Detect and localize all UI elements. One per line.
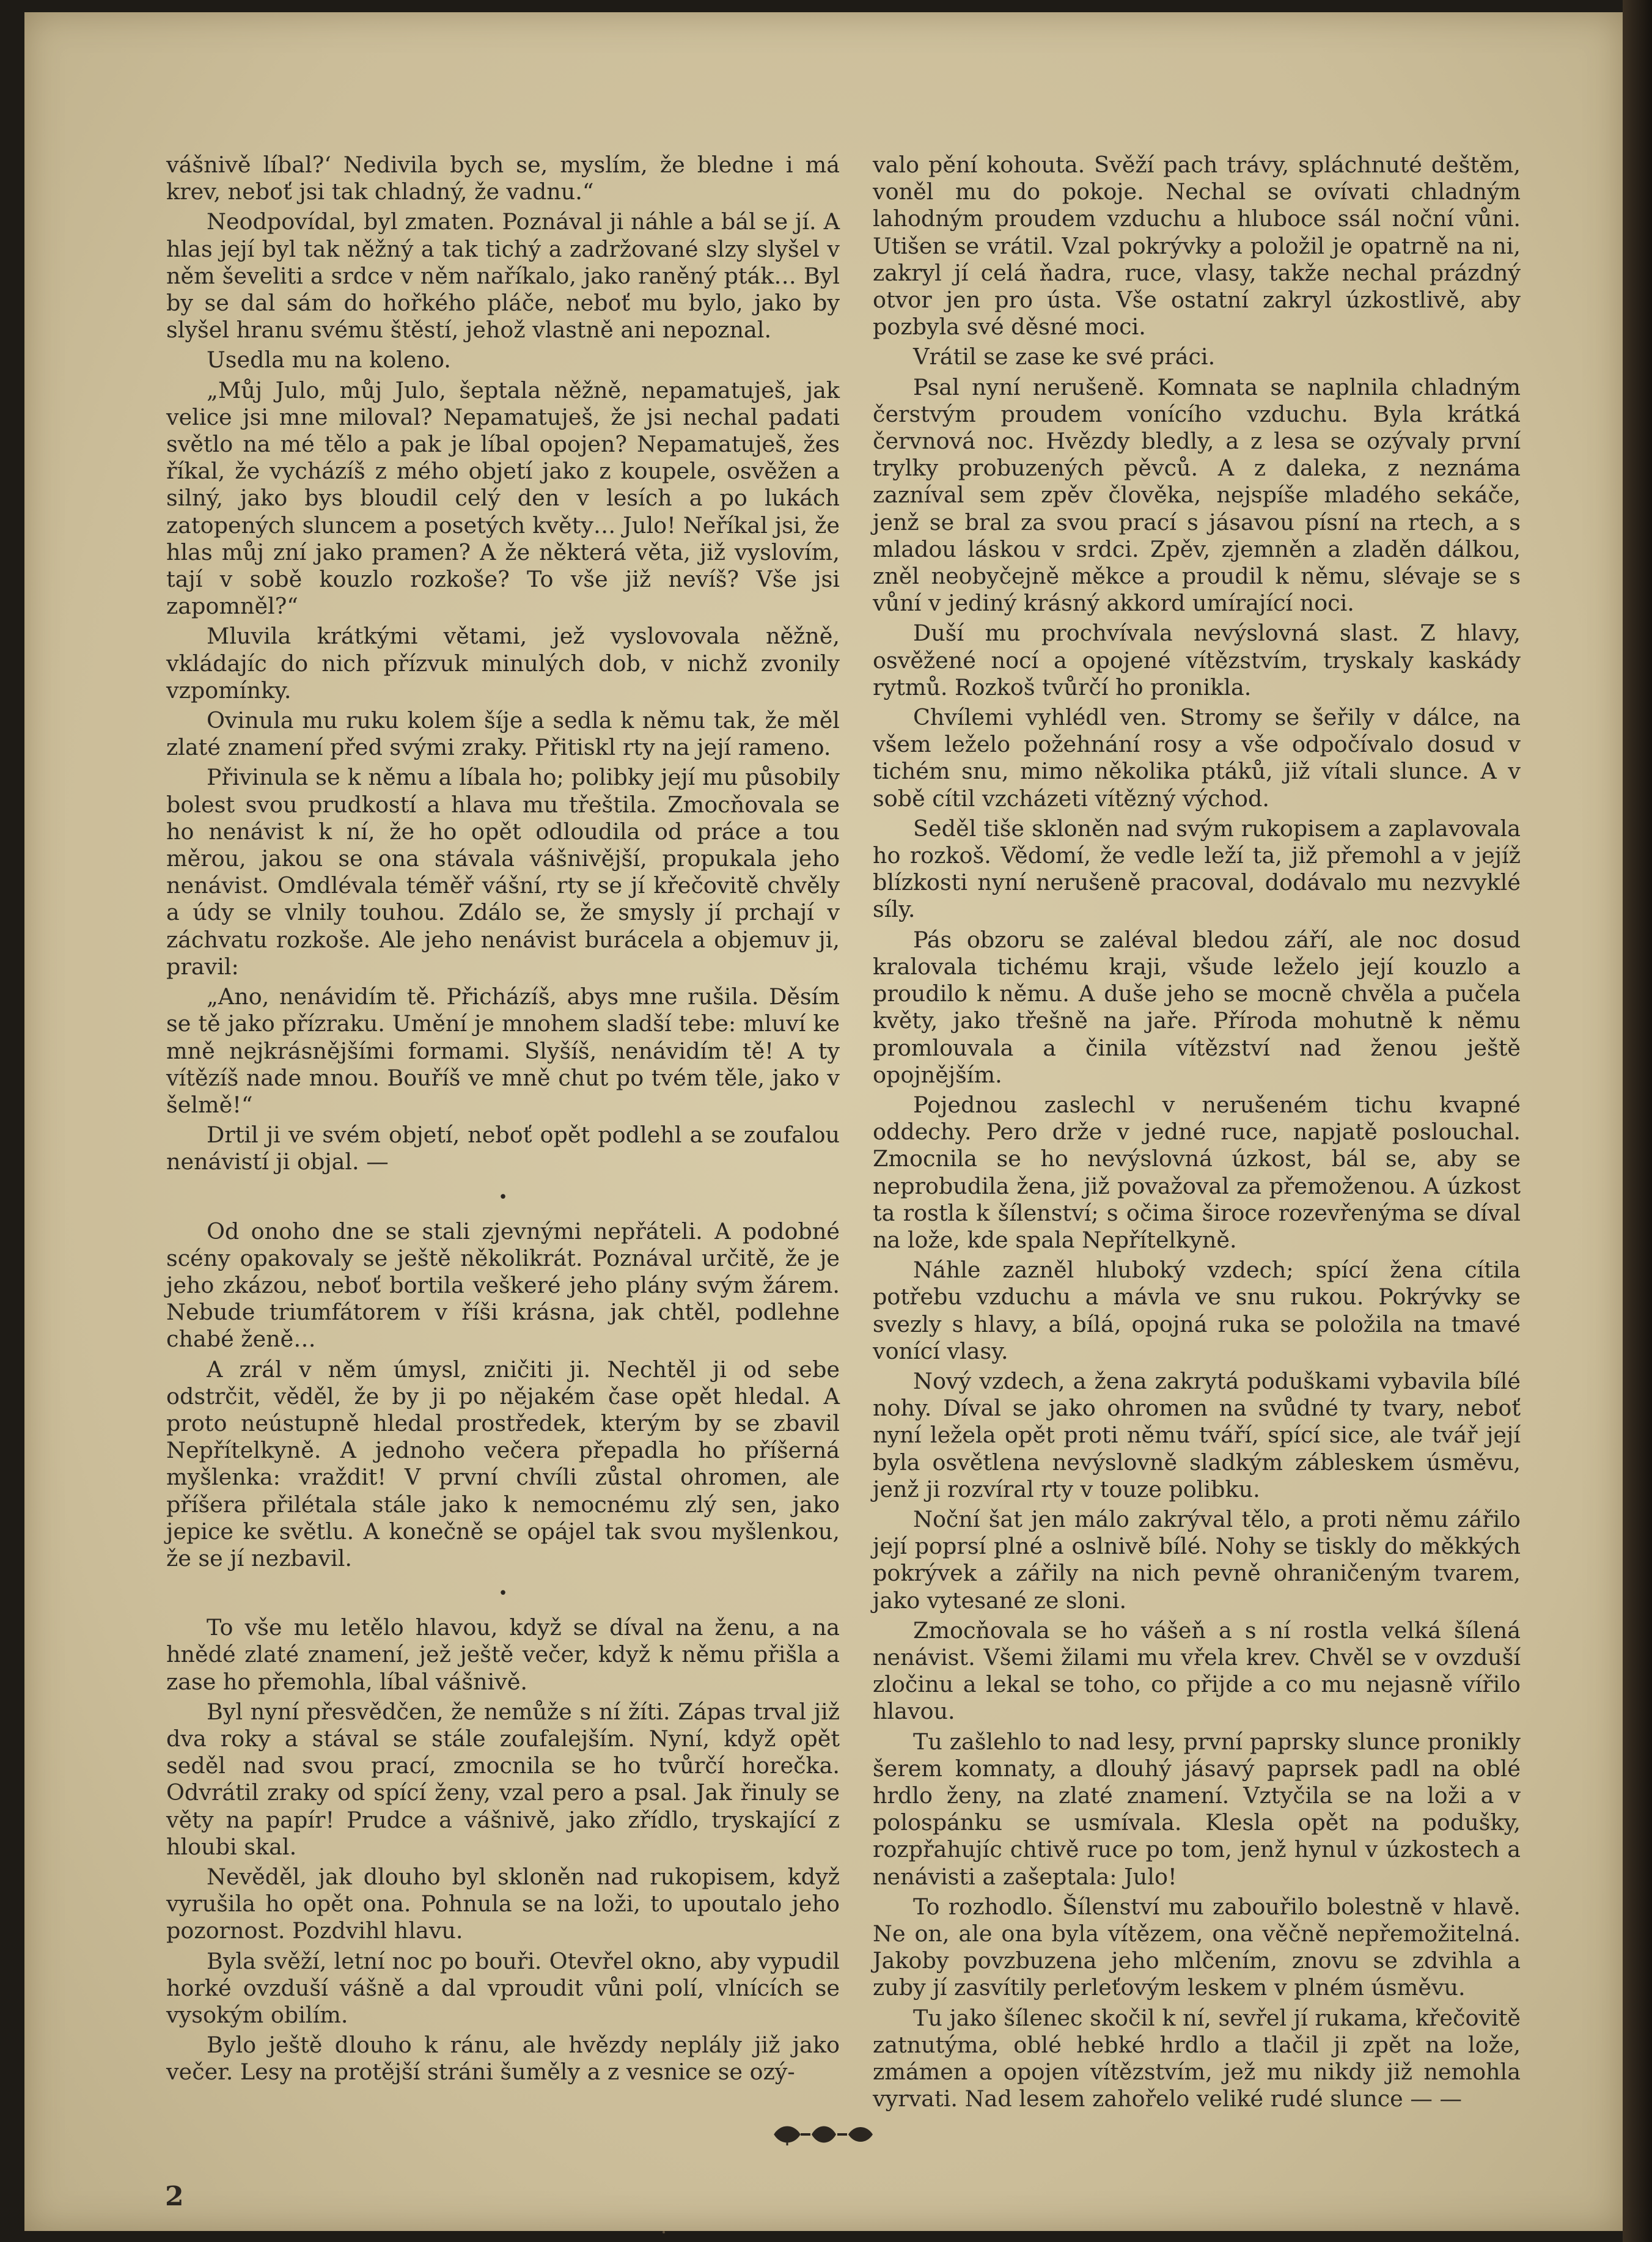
- paragraph: Pás obzoru se zaléval bledou září, ale noc dosud kralovala tichému kraji, všude leželo její kouzlo a proudilo k němu. A duše jeho se mocně chvěla a pučela květy, jako třešně na jaře. Příroda mohutně k němu promlouvala a činila vítězství nad ženou ještě opojnějším.: [873, 926, 1521, 1088]
- paragraph: To vše mu letělo hlavou, když se díval na ženu, a na hnědé zlaté znamení, jež ještě večer, když k němu přišla a zase ho přemohla, líbal vášnivě.: [166, 1614, 840, 1695]
- paragraph: Pojednou zaslechl v nerušeném tichu kvapné oddechy. Pero drže v jedné ruce, napjatě poslouchal. Zmocnila se ho nevýslovná úzkost, bál se, aby se neprobudila žena, již považoval za přemoženou. A úzkost ta rostla k šílenství; s očima široce rozevřenýma se díval na lože, kde spala Nepřítelkyně.: [873, 1091, 1521, 1253]
- paragraph: Psal nyní nerušeně. Komnata se naplnila chladným čerstvým proudem vonícího vzduchu. Byla krátká červnová noc. Hvězdy bledly, a z lesa se ozývaly první trylky probuzených pěvců. A z daleka, z neznáma zazníval sem zpěv člověka, nejspíše mladého sekáče, jenž se bral za svou prací s jásavou písní na rtech, a s mladou láskou v srdci. Zpěv, zjemněn a zladěn dálkou, zněl neobyčejně měkce a proudil k němu, slévaje se s vůní v jediný krásný akkord umírající noci.: [873, 373, 1521, 617]
- paragraph: Zmocňovala se ho vášeň a s ní rostla velká šílená nenávist. Všemi žilami mu vřela krev. Chvěl se v ovzduší zločinu a lekal se toho, co přijde a co mu nejasně vířilo hlavou.: [873, 1617, 1521, 1725]
- paragraph: Drtil ji ve svém objetí, neboť opět podlehl a se zoufalou nenávistí ji objal. —: [166, 1122, 840, 1175]
- paragraph: valo pění kohouta. Svěží pach trávy, spláchnuté deštěm, voněl mu do pokoje. Nechal se ovívati chladným lahodným proudem vzduchu a hluboce ssál noční vůni. Utišen se vrátil. Vzal pokrývky a položil je opatrně na ni, zakryl jí celá ňadra, ruce, vlasy, takže nechal prázdný otvor jen pro ústa. Vše ostatní zakryl úzkostlivě, aby pozbyla své děsné moci.: [873, 152, 1521, 340]
- paragraph: Chvílemi vyhlédl ven. Stromy se šeřily v dálce, na všem leželo požehnání rosy a vše odpočívalo dosud v tichém snu, mimo několika ptáků, již vítali slunce. A v sobě cítil vzcházeti vítězný východ.: [873, 704, 1521, 812]
- paragraph: Náhle zazněl hluboký vzdech; spící žena cítila potřebu vzduchu a mávla ve snu rukou. Pokrývky se svezly s hlavy, a bílá, opojná ruka se položila na tmavé vonící vlasy.: [873, 1257, 1521, 1364]
- paragraph: Nový vzdech, a žena zakrytá poduškami vybavila bílé nohy. Díval se jako ohromen na svůdné ty tvary, neboť nyní ležela opět proti němu tváří, spící sice, ale tvář její byla osvětlena nevýslovně sladkým zábleskem úsměvu, jenž ji rozvíral rty v touze polibku.: [873, 1367, 1521, 1502]
- paragraph: Neodpovídal, byl zmaten. Poznával ji náhle a bál se jí. A hlas její byl tak něžný a tak tichý a zadržované slzy slyšel v něm ševeliti a srdce v něm naříkalo, jako raněný pták… Byl by se dal sám do hořkého pláče, neboť mu bylo, jako by slyšel hranu svému štěstí, jehož vlastně ani nepoznal.: [166, 208, 840, 344]
- paragraph: Duší mu prochvívala nevýslovná slast. Z hlavy, osvěžené nocí a opojené vítězstvím, tryskaly kaskády rytmů. Rozkoš tvůrčí ho pronikla.: [873, 620, 1521, 700]
- paragraph: „Ano, nenávidím tě. Přicházíš, abys mne rušila. Děsím se tě jako přízraku. Umění je mnohem sladší tebe: mluví ke mně nejkrásnějšími formami. Slyšíš, nenávidím tě! A ty vítězíš nade mnou. Bouříš ve mně chut po tvém těle, jako v šelmě!“: [166, 983, 840, 1118]
- paragraph: Bylo ještě dlouho k ránu, ale hvězdy neplály již jako večer. Lesy na protější stráni šuměly a z vesnice se ozý-: [166, 2032, 840, 2086]
- print-speck: [663, 2231, 665, 2233]
- paragraph: Mluvila krátkými větami, jež vyslovovala něžně, vkládajíc do nich přízvuk minulých dob, v nichž zvonily vzpomínky.: [166, 623, 840, 704]
- paragraph: Tu zašlehlo to nad lesy, první paprsky slunce pronikly šerem komnaty, a dlouhý jásavý paprsek padl na oblé hrdlo ženy, na zlaté znamení. Vztyčila se na loži a v polospánku se usmívala. Klesla opět na podušky, rozpřahujíc chtivě ruce po tom, jenž hynul v úzkostech a nenávisti a zašeptala: Julo!: [873, 1728, 1521, 1890]
- paragraph: Ovinula mu ruku kolem šíje a sedla k němu tak, že měl zlaté znamení před svými zraky. Přitiskl rty na její rameno.: [166, 707, 840, 761]
- paragraph: vášnivě líbal?‘ Nedivila bych se, myslím, že bledne i má krev, neboť jsi tak chladný, že vadnu.“: [166, 152, 840, 205]
- page-number: 2: [165, 2181, 184, 2212]
- paragraph: Vrátil se zase ke své práci.: [913, 344, 1216, 370]
- paragraph: Od onoho dne se stali zjevnými nepřáteli. A podobné scény opakovaly se ještě několikrát. Poznával určitě, že je jeho zkázou, neboť bortila veškeré jeho plány svým žárem. Nebude triumfátorem v říši krásna, jak chtěl, podlehne chabé ženě…: [166, 1218, 840, 1353]
- section-separator: •: [498, 1188, 508, 1207]
- paragraph: Byl nyní přesvědčen, že nemůže s ní žíti. Zápas trval již dva roky a stával se stále zoufalejším. Nyní, když opět seděl nad svou prací, zmocnila se ho tvůrčí horečka. Odvrátil zraky od spící ženy, vzal pero a psal. Jak řinuly se věty na papír! Prudce a vášnivě, jako zřídlo, tryskající z hloubi skal.: [166, 1698, 840, 1860]
- paragraph: A zrál v něm úmysl, zničiti ji. Nechtěl ji od sebe odstrčit, věděl, že by ji po nějakém čase opět hledal. A proto neústupně hledal prostředek, kterým by se zbavil Nepřítelkyně. A jednoho večera přepadla ho příšerná myšlenka: vraždit! V první chvíli zůstal ohromen, ale příšera přilétala stále jako k nemocnému zlý sen, jako jepice ke světlu. A konečně se opájel tak svou myšlenkou, že se jí nezbavil.: [166, 1356, 840, 1571]
- right-text-column: [873, 152, 1521, 2115]
- paragraph: Seděl tiše skloněn nad svým rukopisem a zaplavovala ho rozkoš. Vědomí, že vedle leží ta, již přemohl a v jejíž blízkosti nyní nerušeně pracoval, dodávalo mu nezvyklé síly.: [873, 815, 1521, 923]
- left-text-column: [166, 152, 840, 2089]
- paragraph: To rozhodlo. Šílenství mu zabouřilo bolestně v hlavě. Ne on, ale ona byla vítězem, ona věčně nepřemožitelná. Jakoby povzbuzena jeho mlčením, znovu se zdvihla a zuby jí zasvítily perleťovým leskem v plném úsměvu.: [873, 1893, 1521, 2001]
- paragraph: Nevěděl, jak dlouho byl skloněn nad rukopisem, když vyrušila ho opět ona. Pohnula se na loži, to upoutalo jeho pozornost. Pozdvihl hlavu.: [166, 1863, 840, 1944]
- section-separator: •: [498, 1584, 508, 1603]
- paragraph: Přivinula se k němu a líbala ho; polibky její mu působily bolest svou prudkostí a hlava mu třeštila. Zmocňovala se ho nenávist k ní, že ho opět odloudila od práce a tou měrou, jakou se ona stávala vášnivější, propukala jeho nenávist. Omdlévala téměř vášní, rty se jí křečovitě chvěly a údy se vlnily touhou. Zdálo se, že smysly jí prchají v záchvatu rozkoše. Ale jeho nenávist burácela a objemuv ji, pravil:: [166, 764, 840, 980]
- paragraph: Usedla mu na koleno.: [207, 347, 451, 373]
- paragraph: Byla svěží, letní noc po bouři. Otevřel okno, aby vypudil horké ovzduší vášně a dal vproudit vůni polí, vlnících se vysokým obilím.: [166, 1947, 840, 2028]
- paragraph: Noční šat jen málo zakrýval tělo, a proti němu zářilo její poprsí plné a oslnivě bílé. Nohy se tiskly do měkkých pokrývek a zářily na nich pevně ohraničeným tvarem, jako vytesané ze sloni.: [873, 1505, 1521, 1614]
- page-binding-edge: [1623, 0, 1652, 2242]
- three-leaf-ornament-icon: [769, 2122, 879, 2147]
- magazine-page: [24, 12, 1623, 2231]
- paragraph: Tu jako šílenec skočil k ní, sevřel jí rukama, křečovitě zatnutýma, oblé hebké hrdlo a tlačil ji zpět na lože, zmámen a opojen vítězstvím, jež mu nikdy již nemohla vyrvati. Nad lesem zahořelo veliké rudé slunce — —: [873, 2004, 1521, 2112]
- paragraph: „Můj Julo, můj Julo, šeptala něžně, nepamatuješ, jak velice jsi mne miloval? Nepamatuješ, že jsi nechal padati světlo na mé tělo a pak je líbal opojen? Nepamatuješ, žes říkal, že vycházíš z mého objetí jako z koupele, osvěžen a silný, jako bys bloudil celý den v lesích a po lukách zatopených sluncem a posetých květy… Julo! Neříkal jsi, že hlas můj zní jako pramen? A že některá věta, již vyslovím, tají v sobě kouzlo rozkoše? To vše již nevíš? Vše jsi zapomněl?“: [166, 377, 840, 620]
